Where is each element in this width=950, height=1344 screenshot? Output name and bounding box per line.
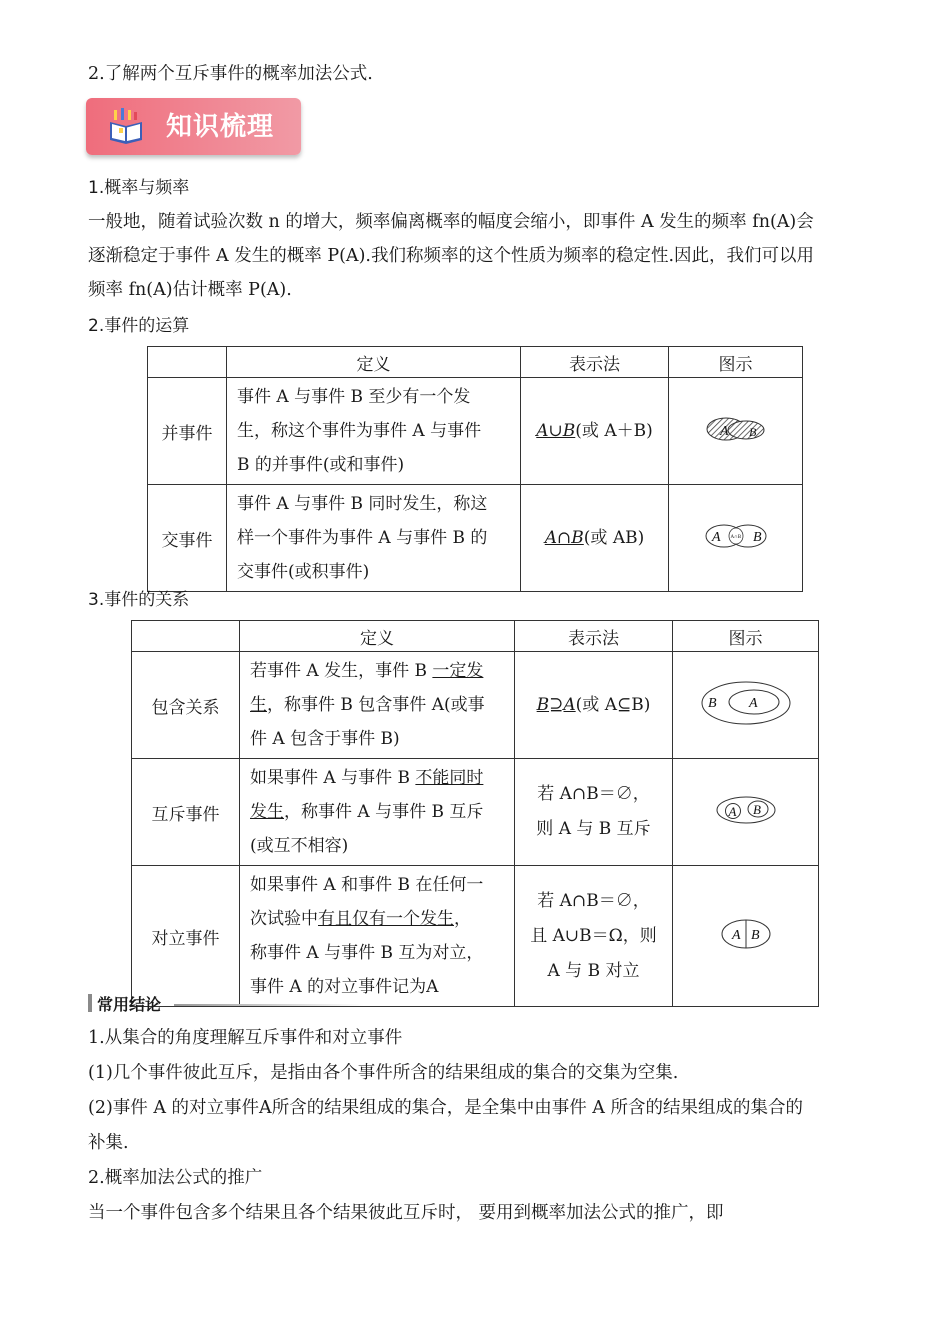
def-underlined: 生	[250, 695, 267, 715]
complementary-venn-diagram	[720, 918, 772, 950]
row-name: 并事件	[148, 378, 227, 485]
relations-table	[131, 620, 819, 1007]
row-name: 对立事件	[132, 866, 240, 1007]
def-line: 事件 A 的对立事件记为A	[250, 977, 439, 997]
row-diagram	[673, 652, 819, 759]
row-notation	[521, 378, 669, 485]
section2-title: 2.事件的运算	[88, 316, 190, 336]
conclusion-line: 补集.	[88, 1133, 129, 1153]
def-line	[250, 795, 506, 829]
def-line: 生，称这个事件为事件 A 与事件	[237, 421, 482, 441]
notation-line: A 与 B 对立	[547, 960, 640, 981]
def-line: 事件 A 与事件 B 至少有一个发	[237, 387, 471, 407]
def-line	[250, 761, 506, 795]
union-venn-diagram	[704, 414, 768, 444]
mutually-exclusive-venn-diagram	[714, 794, 778, 826]
venn-label-a: A	[731, 927, 741, 943]
table-header-row	[148, 347, 803, 378]
venn-label-mid: A∩B	[730, 534, 741, 540]
header-cell: 定义	[240, 621, 515, 652]
def-line	[250, 654, 506, 688]
venn-label-b: B	[707, 695, 717, 711]
table-row	[132, 652, 819, 759]
def-line	[250, 688, 506, 722]
conclusion-line: (1)几个事件彼此互斥，是指由各个事件所含的结果组成的集合的交集为空集.	[88, 1063, 679, 1083]
venn-label-a: A	[711, 529, 721, 545]
row-notation	[515, 866, 673, 1007]
notation-main: B⊇A	[536, 694, 576, 715]
venn-label-b: B	[752, 801, 761, 817]
header-cell: 图示	[669, 347, 803, 378]
notation-main: A∩B	[544, 527, 584, 548]
header-rule	[174, 1004, 364, 1006]
header-cell: 图示	[673, 621, 819, 652]
section1-p1: 一般地，随着试验次数 n 的增大，频率偏离概率的幅度会缩小，即事件 A 发生的频率 fn(A)会	[88, 212, 814, 232]
def-text: 如果事件 A 与事件 B	[250, 768, 416, 788]
venn-label-b: B	[752, 529, 762, 545]
section1-title: 1.概率与频率	[88, 178, 190, 198]
table-row	[132, 866, 819, 1007]
notation-alt: (或 AB)	[583, 527, 645, 548]
def-line: B 的并事件(或和事件)	[237, 455, 405, 475]
section3-title: 3.事件的关系	[88, 590, 190, 610]
conclusion-line: 1.从集合的角度理解互斥事件和对立事件	[88, 1028, 403, 1048]
row-diagram	[669, 378, 803, 485]
conclusion-line: (2)事件 A 的对立事件A所含的结果组成的集合，是全集中由事件 A 所含的结果组成的集合的	[88, 1098, 803, 1118]
def-underlined: 发生	[250, 802, 284, 822]
def-line: 交事件(或积事件)	[237, 562, 370, 582]
row-definition	[240, 866, 515, 1007]
def-underlined: 有且仅有一个发生	[318, 909, 454, 929]
inclusion-venn-diagram	[700, 679, 792, 727]
row-diagram	[673, 759, 819, 866]
row-definition	[240, 652, 515, 759]
def-line: 样一个事件为事件 A 与事件 B 的	[237, 528, 488, 548]
notation-line: 若 A∩B＝∅，	[537, 890, 650, 911]
table-row	[148, 485, 803, 592]
header-cell: 表示法	[515, 621, 673, 652]
def-text: 次试验中	[250, 909, 318, 929]
venn-label-a: A	[748, 695, 758, 711]
conclusion-line: 2.概率加法公式的推广	[88, 1168, 263, 1188]
intersection-venn-diagram	[704, 521, 768, 551]
row-name: 互斥事件	[132, 759, 240, 866]
row-diagram	[673, 866, 819, 1007]
def-line: 事件 A 与事件 B 同时发生，称这	[237, 494, 488, 514]
row-name: 包含关系	[132, 652, 240, 759]
section1-p3: 频率 fn(A)估计概率 P(A).	[88, 280, 292, 300]
row-diagram	[669, 485, 803, 592]
row-notation	[521, 485, 669, 592]
def-underlined: 不能同时	[415, 768, 484, 788]
header-cell	[148, 347, 227, 378]
row-notation	[515, 652, 673, 759]
def-line: 称事件 A 与事件 B 互为对立，	[250, 943, 484, 963]
row-name: 交事件	[148, 485, 227, 592]
notation-main: A∪B	[536, 420, 576, 441]
def-line: (或互不相容)	[250, 836, 349, 856]
notation-line: 则 A 与 B 互斥	[536, 819, 651, 839]
conclusion-line: 当一个事件包含多个结果且各个结果彼此互斥时， 要用到概率加法公式的推广，即	[88, 1203, 724, 1223]
table-header-row	[132, 621, 819, 652]
def-line	[250, 902, 506, 936]
def-line: 件 A 包含于事件 B)	[250, 729, 400, 749]
objective-line: 2.了解两个互斥事件的概率加法公式.	[88, 64, 373, 84]
book-icon	[108, 106, 144, 146]
header-cell: 定义	[227, 347, 521, 378]
section-banner	[86, 98, 301, 155]
venn-label-b: B	[750, 927, 760, 943]
operations-table	[147, 346, 803, 592]
def-underlined: 一定发	[432, 661, 484, 681]
def-text: 若事件 A 发生，事件 B	[250, 661, 433, 681]
row-definition	[227, 485, 521, 592]
row-definition	[227, 378, 521, 485]
header-bar	[88, 994, 92, 1012]
def-text: ，	[454, 909, 471, 929]
def-text: ，称事件 B 包含事件 A(或事	[267, 695, 485, 715]
row-definition	[240, 759, 515, 866]
notation-alt: (或 A＋B)	[575, 420, 653, 441]
header-cell	[132, 621, 240, 652]
banner-title: 知识梳理	[166, 112, 275, 142]
conclusion-label: 常用结论	[97, 995, 162, 1014]
venn-label-a: A	[719, 423, 729, 439]
header-cell: 表示法	[521, 347, 669, 378]
notation-line: 若 A∩B＝∅，	[537, 784, 650, 804]
row-notation	[515, 759, 673, 866]
notation-line: 且 A∪B＝Ω，则	[530, 925, 657, 946]
def-line: 如果事件 A 和事件 B 在任何一	[250, 875, 484, 895]
table-row	[132, 759, 819, 866]
table-row	[148, 378, 803, 485]
section1-p2: 逐渐稳定于事件 A 发生的概率 P(A).我们称频率的这个性质为频率的稳定性.因此，我们可以用	[88, 246, 815, 266]
def-text: ，称事件 A 与事件 B 互斥	[284, 802, 484, 822]
notation-alt: (或 A⊆B)	[575, 694, 651, 715]
venn-label-b: B	[748, 424, 756, 439]
venn-label-a: A	[728, 803, 736, 819]
